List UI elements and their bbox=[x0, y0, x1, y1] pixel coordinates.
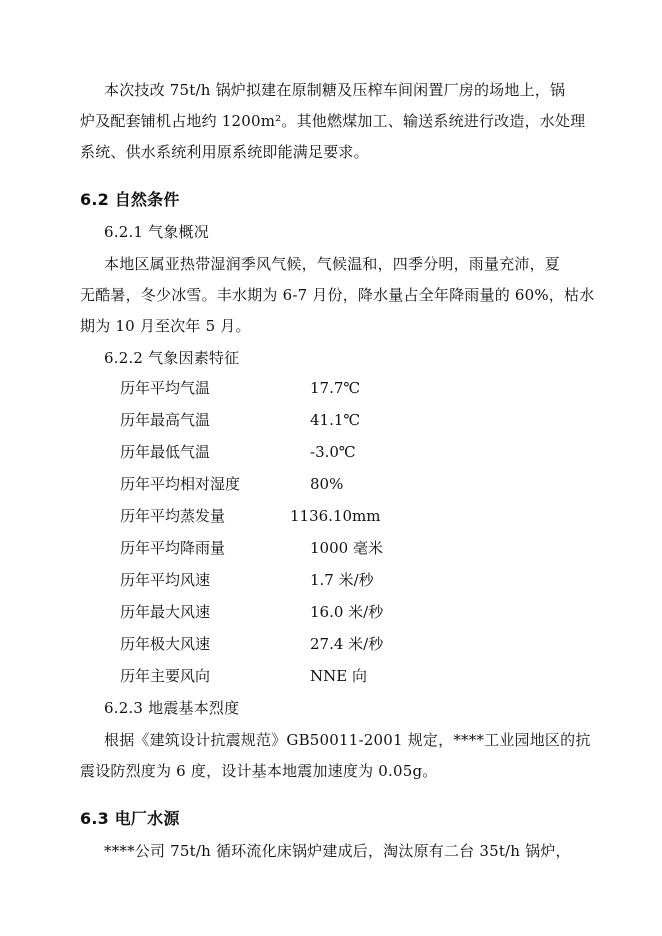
weather-row-value: 1136.10mm bbox=[290, 507, 381, 525]
weather-row-value: NNE 向 bbox=[310, 667, 367, 685]
intro-line-2: 炉及配套铺机占地约 1200m²。其他燃煤加工、输送系统进行改造，水处理 bbox=[80, 112, 586, 130]
weather-row-value: 1.7 米/秒 bbox=[310, 571, 374, 589]
weather-row-value: 17.7℃ bbox=[310, 379, 361, 397]
climate-line-2: 无酷暑，冬少冰雪。丰水期为 6-7 月份，降水量占全年降雨量的 60%，枯水 bbox=[80, 286, 595, 304]
weather-row-label: 历年平均降雨量 bbox=[120, 539, 226, 557]
section-heading-6-2: 6.2 自然条件 bbox=[80, 190, 180, 209]
weather-row-label: 历年最低气温 bbox=[120, 443, 211, 461]
weather-row-label: 历年最高气温 bbox=[120, 411, 211, 429]
subsection-title-6-2-2: 6.2.2 气象因素特征 bbox=[104, 349, 240, 367]
subsection-title-6-2-1: 6.2.1 气象概况 bbox=[104, 223, 209, 241]
weather-row-value: 1000 毫米 bbox=[310, 539, 383, 557]
section-heading-6-3: 6.3 电厂水源 bbox=[80, 809, 180, 828]
weather-row-label: 历年平均气温 bbox=[120, 379, 211, 397]
weather-row-label: 历年极大风速 bbox=[120, 635, 211, 653]
weather-row-value: -3.0℃ bbox=[310, 443, 356, 461]
weather-row-value: 80% bbox=[310, 475, 344, 493]
weather-row-label: 历年平均风速 bbox=[120, 571, 211, 589]
intro-line-1: 本次技改 75t/h 锅炉拟建在原制糖及压榨车间闲置厂房的场地上，锅 bbox=[104, 81, 566, 99]
seismic-line-2: 震设防烈度为 6 度，设计基本地震加速度为 0.05g。 bbox=[80, 762, 438, 780]
weather-row-label: 历年最大风速 bbox=[120, 603, 211, 621]
weather-row-value: 16.0 米/秒 bbox=[310, 603, 384, 621]
water-source-line-1: ****公司 75t/h 循环流化床锅炉建成后，淘汰原有二台 35t/h 锅炉， bbox=[104, 842, 571, 860]
weather-row-label: 历年平均相对湿度 bbox=[120, 475, 241, 493]
subsection-title-6-2-3: 6.2.3 地震基本烈度 bbox=[104, 699, 240, 717]
intro-line-3: 系统、供水系统利用原系统即能满足要求。 bbox=[80, 143, 369, 161]
weather-row-label: 历年主要风向 bbox=[120, 667, 211, 685]
seismic-line-1: 根据《建筑设计抗震规范》GB50011-2001 规定，****工业园地区的抗 bbox=[104, 731, 591, 749]
climate-line-3: 期为 10 月至次年 5 月。 bbox=[80, 317, 251, 335]
weather-row-value: 41.1℃ bbox=[310, 411, 361, 429]
climate-line-1: 本地区属亚热带湿润季风气候，气候温和，四季分明，雨量充沛，夏 bbox=[104, 255, 561, 273]
weather-row-value: 27.4 米/秒 bbox=[310, 635, 384, 653]
weather-row-label: 历年平均蒸发量 bbox=[120, 507, 226, 525]
